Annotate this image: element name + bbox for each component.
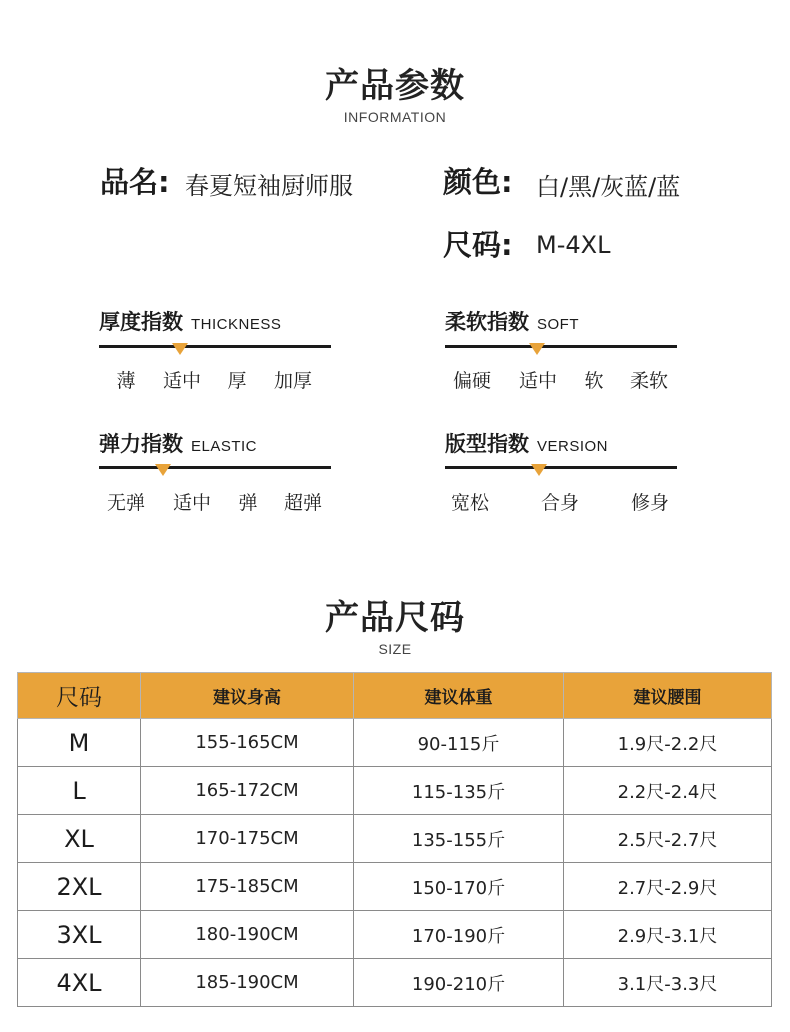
soft-scale <box>445 306 579 336</box>
table-row <box>18 911 772 959</box>
size-cell: 2XL <box>18 863 141 911</box>
size-cell: L <box>18 767 141 815</box>
waist-cell: 2.5尺-2.7尺 <box>564 815 772 863</box>
size-table <box>17 672 772 1007</box>
elastic-scale-line <box>99 466 331 469</box>
version-option: 合身 <box>540 492 579 514</box>
size-cell: M <box>18 719 141 767</box>
soft-option: 软 <box>584 370 604 392</box>
version-option: 宽松 <box>450 492 489 514</box>
thickness-title-cn: 厚度指数 <box>99 310 183 334</box>
table-row <box>18 767 772 815</box>
table-row <box>18 815 772 863</box>
size-cell: XL <box>18 815 141 863</box>
size-table-header: 建议体重 <box>354 673 564 719</box>
size-label: 尺码: <box>443 228 513 262</box>
thickness-scale-title <box>99 306 281 336</box>
thickness-option: 加厚 <box>273 370 312 392</box>
size-cell: 4XL <box>18 959 141 1007</box>
soft-option: 偏硬 <box>452 370 491 392</box>
color-label: 颜色: <box>443 165 513 199</box>
weight-cell: 190-210斤 <box>354 959 564 1007</box>
waist-cell: 1.9尺-2.2尺 <box>564 719 772 767</box>
table-row <box>18 959 772 1007</box>
version-scale-line <box>445 466 677 469</box>
size-section-subtitle: SIZE <box>378 641 412 657</box>
soft-scale-line <box>445 345 677 348</box>
soft-title-en: SOFT <box>537 316 579 333</box>
height-cell: 185-190CM <box>141 959 354 1007</box>
size-table-header: 建议腰围 <box>564 673 772 719</box>
height-cell: 155-165CM <box>141 719 354 767</box>
soft-title-cn: 柔软指数 <box>445 310 529 334</box>
height-cell: 170-175CM <box>141 815 354 863</box>
soft-option: 适中 <box>518 370 557 392</box>
weight-cell: 90-115斤 <box>354 719 564 767</box>
version-scale-title <box>445 428 608 458</box>
elastic-title-en: ELASTIC <box>191 438 258 455</box>
color-value: 白/黑/灰蓝/蓝 <box>536 173 681 201</box>
height-cell: 175-185CM <box>141 863 354 911</box>
info-section-title: 产品参数 <box>325 66 465 106</box>
product-name-label: 品名: <box>100 165 170 199</box>
thickness-option: 薄 <box>116 370 136 392</box>
elastic-title-cn: 弹力指数 <box>99 432 183 456</box>
soft-marker-icon <box>529 343 545 355</box>
info-section-subtitle: INFORMATION <box>343 109 447 125</box>
elastic-option: 弹 <box>238 492 258 514</box>
elastic-option: 超弹 <box>283 492 322 514</box>
size-table-header-row <box>18 673 772 719</box>
thickness-title-en: THICKNESS <box>191 316 282 333</box>
weight-cell: 170-190斤 <box>354 911 564 959</box>
waist-cell: 2.9尺-3.1尺 <box>564 911 772 959</box>
waist-cell: 3.1尺-3.3尺 <box>564 959 772 1007</box>
thickness-scale <box>99 306 281 336</box>
height-cell: 180-190CM <box>141 911 354 959</box>
thickness-option: 适中 <box>162 370 201 392</box>
version-marker-icon <box>531 464 547 476</box>
elastic-scale-title <box>99 428 257 458</box>
elastic-option: 无弹 <box>106 492 145 514</box>
weight-cell: 135-155斤 <box>354 815 564 863</box>
size-table-header: 尺码 <box>18 673 141 719</box>
weight-cell: 115-135斤 <box>354 767 564 815</box>
height-cell: 165-172CM <box>141 767 354 815</box>
table-row <box>18 719 772 767</box>
size-table-header: 建议身高 <box>141 673 354 719</box>
size-section-title: 产品尺码 <box>325 598 465 638</box>
soft-option: 柔软 <box>629 370 668 392</box>
thickness-marker-icon <box>172 343 188 355</box>
thickness-scale-line <box>99 345 331 348</box>
size-cell: 3XL <box>18 911 141 959</box>
elastic-option: 适中 <box>172 492 211 514</box>
product-name-value: 春夏短袖厨师服 <box>185 172 353 200</box>
size-range-value: M-4XL <box>536 231 611 259</box>
weight-cell: 150-170斤 <box>354 863 564 911</box>
soft-scale-title <box>445 306 579 336</box>
table-row <box>18 863 772 911</box>
version-scale <box>445 428 608 458</box>
version-title-cn: 版型指数 <box>445 432 529 456</box>
waist-cell: 2.2尺-2.4尺 <box>564 767 772 815</box>
elastic-scale <box>99 428 257 458</box>
thickness-option: 厚 <box>227 370 247 392</box>
version-option: 修身 <box>630 492 669 514</box>
elastic-marker-icon <box>155 464 171 476</box>
version-title-en: VERSION <box>537 438 609 455</box>
waist-cell: 2.7尺-2.9尺 <box>564 863 772 911</box>
